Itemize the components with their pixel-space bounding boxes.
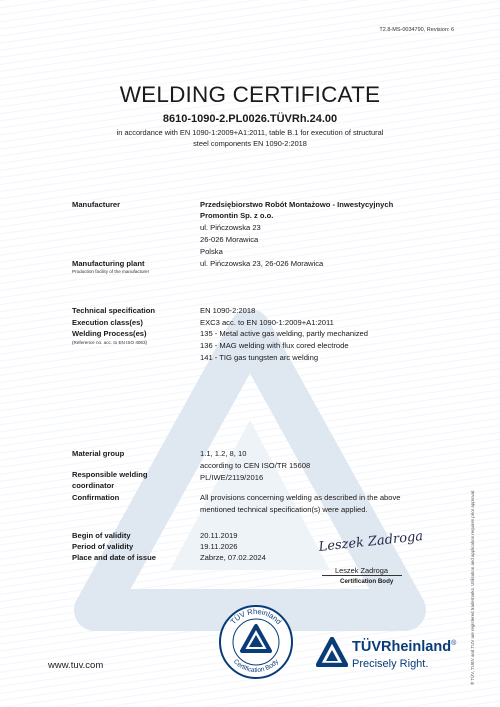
coordinator-label-2: coordinator [72,481,115,490]
plant-value: ul. Pińczowska 23, 26-026 Morawica [200,259,324,268]
confirmation-line-2: mentioned technical specification(s) were applied. [200,505,368,514]
manufacturer-country: Polska [200,247,223,256]
signature-line [322,575,402,576]
brand-name: TÜVRheinland® [352,639,457,655]
exec-class-value: EXC3 acc. to EN 1090-1:2009+A1:2011 [200,318,334,327]
certificate-title: WELDING CERTIFICATE [119,82,381,107]
manufacturer-label: Manufacturer [72,200,121,209]
tuv-logo-icon [316,637,348,667]
manufacturer-city: 26-026 Morawica [200,235,259,244]
trademark-notice: ® TÜV, TUEV and TUV are registered trademarks. Utilisation and application requires prior approval. [470,489,475,685]
plant-sublabel: Production facility of the manufacturer [72,269,150,274]
welding-process-1: 135 - Metal active gas welding, partly mechanized [200,329,368,338]
issue-value: Zabrze, 07.02.2024 [200,553,266,562]
manufacturer-name-1: Przedsiębiorstwo Robót Montażowo - Inwestycyjnych [200,200,394,209]
material-standard: according to CEN ISO/TR 15608 [200,461,311,470]
welding-process-2: 136 - MAG welding with flux cored electrode [200,341,349,350]
coordinator-label-1: Responsible welding [72,470,148,479]
coordinator-value: PL/IWE/2119/2016 [200,473,264,482]
tech-spec-label: Technical specification [72,306,155,315]
confirmation-line-1: All provisions concerning welding as described in the above [200,493,401,502]
manufacturer-street: ul. Pińczowska 23 [200,223,261,232]
tech-spec-value: EN 1090-2:2018 [200,306,256,315]
manufacturer-name-2: Promontin Sp. z o.o. [200,211,274,220]
exec-class-label: Execution class(es) [72,318,143,327]
svg-text:Certification Body: Certification Body [231,658,281,675]
material-label: Material group [72,449,125,458]
brand-tagline: Precisely Right. [352,658,429,670]
begin-validity-label: Begin of validity [72,531,131,540]
confirmation-label: Confirmation [72,493,120,502]
svg-text:TÜV Rheinland: TÜV Rheinland [228,606,284,627]
plant-label: Manufacturing plant [72,259,145,268]
welding-sublabel: (Reference no. acc. to EN ISO 4063) [72,340,148,345]
subtitle-line-2: steel components EN 1090-2:2018 [193,139,307,148]
material-value: 1.1, 1.2, 8, 10 [200,449,247,458]
document-reference: T2.8-MS-0034790, Revision: 6 [379,27,454,33]
issue-label: Place and date of issue [72,553,156,562]
welding-label: Welding Process(es) [72,329,147,338]
period-validity-value: 19.11.2026 [200,542,238,551]
begin-validity-value: 20.11.2019 [200,531,238,540]
certificate-number: 8610-1090-2.PL0026.TÜVRh.24.00 [162,113,338,125]
certification-seal [218,604,294,680]
period-validity-label: Period of validity [72,542,134,551]
subtitle-line-1: in accordance with EN 1090-1:2009+A1:2011, table B.1 for execution of structural [116,128,384,137]
signatory-name: Leszek Zadroga [335,566,388,575]
signatory-role: Certification Body [340,578,394,585]
welding-process-3: 141 - TIG gas tungsten arc welding [200,353,319,362]
website-link[interactable]: www.tuv.com [48,660,104,671]
handwritten-signature: Leszek Zadroga [318,529,424,555]
